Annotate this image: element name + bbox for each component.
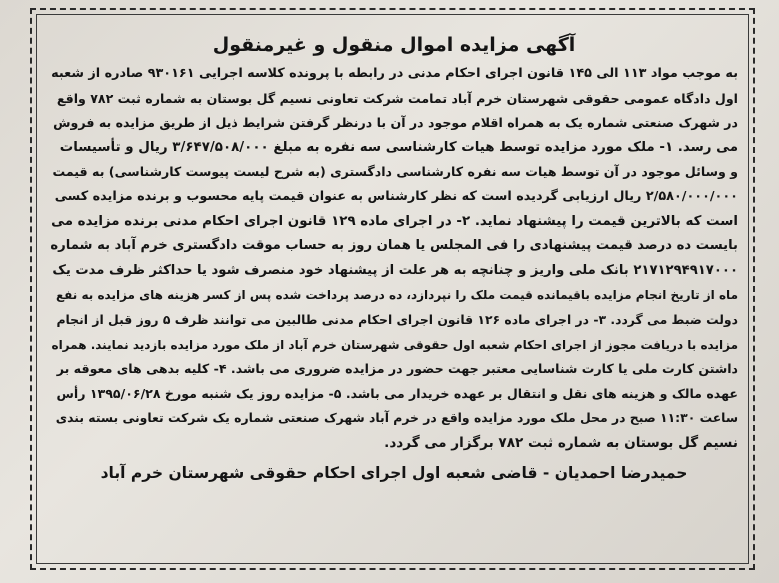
notice-line: به موجب مواد ۱۱۳ الی ۱۴۵ قانون اجرای احکام مدنی در رابطه با پرونده کلاسه اجرایی ۹۳۰۱۶۱ صادره از شعبه [51,66,738,81]
notice-body [50,62,738,456]
notice-line: ۲/۵۸۰/۰۰۰/۰۰۰ ریال ارزیابی گردیده است که نظر کارشناس به عنوان قیمت پایه محسوب و برنده مزایده کسی [54,188,738,204]
notice-line: ۲۱۷۱۲۹۴۹۱۷۰۰۰ بانک ملی واریز و چنانچه به هر علت از پیشنهاد خود منصرف شود یا حداکثر ظرف مدت یک [52,262,738,278]
notice-line: بایست ده درصد قیمت پیشنهادی را فی المجلس یا همان روز به حساب موقت دادگستری خرم آباد به شماره [50,238,738,254]
notice-content [50,30,738,488]
notice-line: نسیم گل بوستان به شماره ثبت ۷۸۲ برگزار می گردد. [384,434,738,451]
notice-line: در شهرک صنعتی شماره یک به همراه اقلام موجود در آن با درنظر گرفتن شرایط ذیل از طریق مزایده به فروش [53,115,738,131]
notice-line: ساعت ۱۱:۳۰ صبح در محل ملک مورد مزایده واقع در خرم آباد شهرک صنعتی شماره یک شرکت تعاونی بسته بندی [55,410,738,426]
notice-line: عهده مالک و هزینه های نقل و انتقال بر عهده خریدار می باشد. ۵- مزایده روز یک شنبه مورخ ۱۳۹۵/۰۶/۲۸ رأس [56,385,738,401]
notice-line: ماه از تاریخ انجام مزایده باقیمانده قیمت ملک را نپردازد، ده درصد پرداخت شده پس از کسر هزینه های مزایده به نفع [55,288,738,303]
notice-title: آگهی مزایده اموال منقول و غیرمنقول [212,34,576,56]
notice-line: دولت ضبط می گردد. ۳- در اجرای ماده ۱۲۶ قانون اجرای احکام مدنی طالبین می توانند ظرف ۵ روز قبل از انجام [56,311,738,327]
notice-line: اول دادگاه عمومی حقوقی شهرستان خرم آباد تمامت شرکت تعاونی نسیم گل بوستان به شماره ثبت ۷۸۲ واقع [56,90,738,106]
notice-line: می رسد. ۱- ملک مورد مزایده توسط هیات کارشناسی سه نفره به مبلغ ۳/۶۴۷/۵۰۸/۰۰۰ ریال و تأسیسات [59,139,738,155]
notice-line: است که بالاترین قیمت را پیشنهاد نماید. ۲- در اجرای ماده ۱۲۹ قانون اجرای احکام مدنی برنده مزایده می [51,213,738,229]
notice-line: و وسائل موجود در آن توسط هیات سه نفره کارشناسی دادگستری (به شرح لیست پیوست کارشناسی) به قیمت [52,164,738,180]
notice-signature: حمیدرضا احمدیان - قاضی شعبه اول اجرای احکام حقوقی شهرستان خرم آباد [100,463,688,482]
notice-line: مزایده با دریافت مجوز از اجرای احکام شعبه اول حقوقی شهرستان خرم آباد از ملک مورد مزایده بازدید نمایند. همراه [51,337,738,352]
notice-line: داشتن کارت ملی یا کارت شناسایی معتبر جهت حضور در مزایده ضروری می باشد. ۴- کلیه بدهی های معوقه بر [56,361,738,377]
